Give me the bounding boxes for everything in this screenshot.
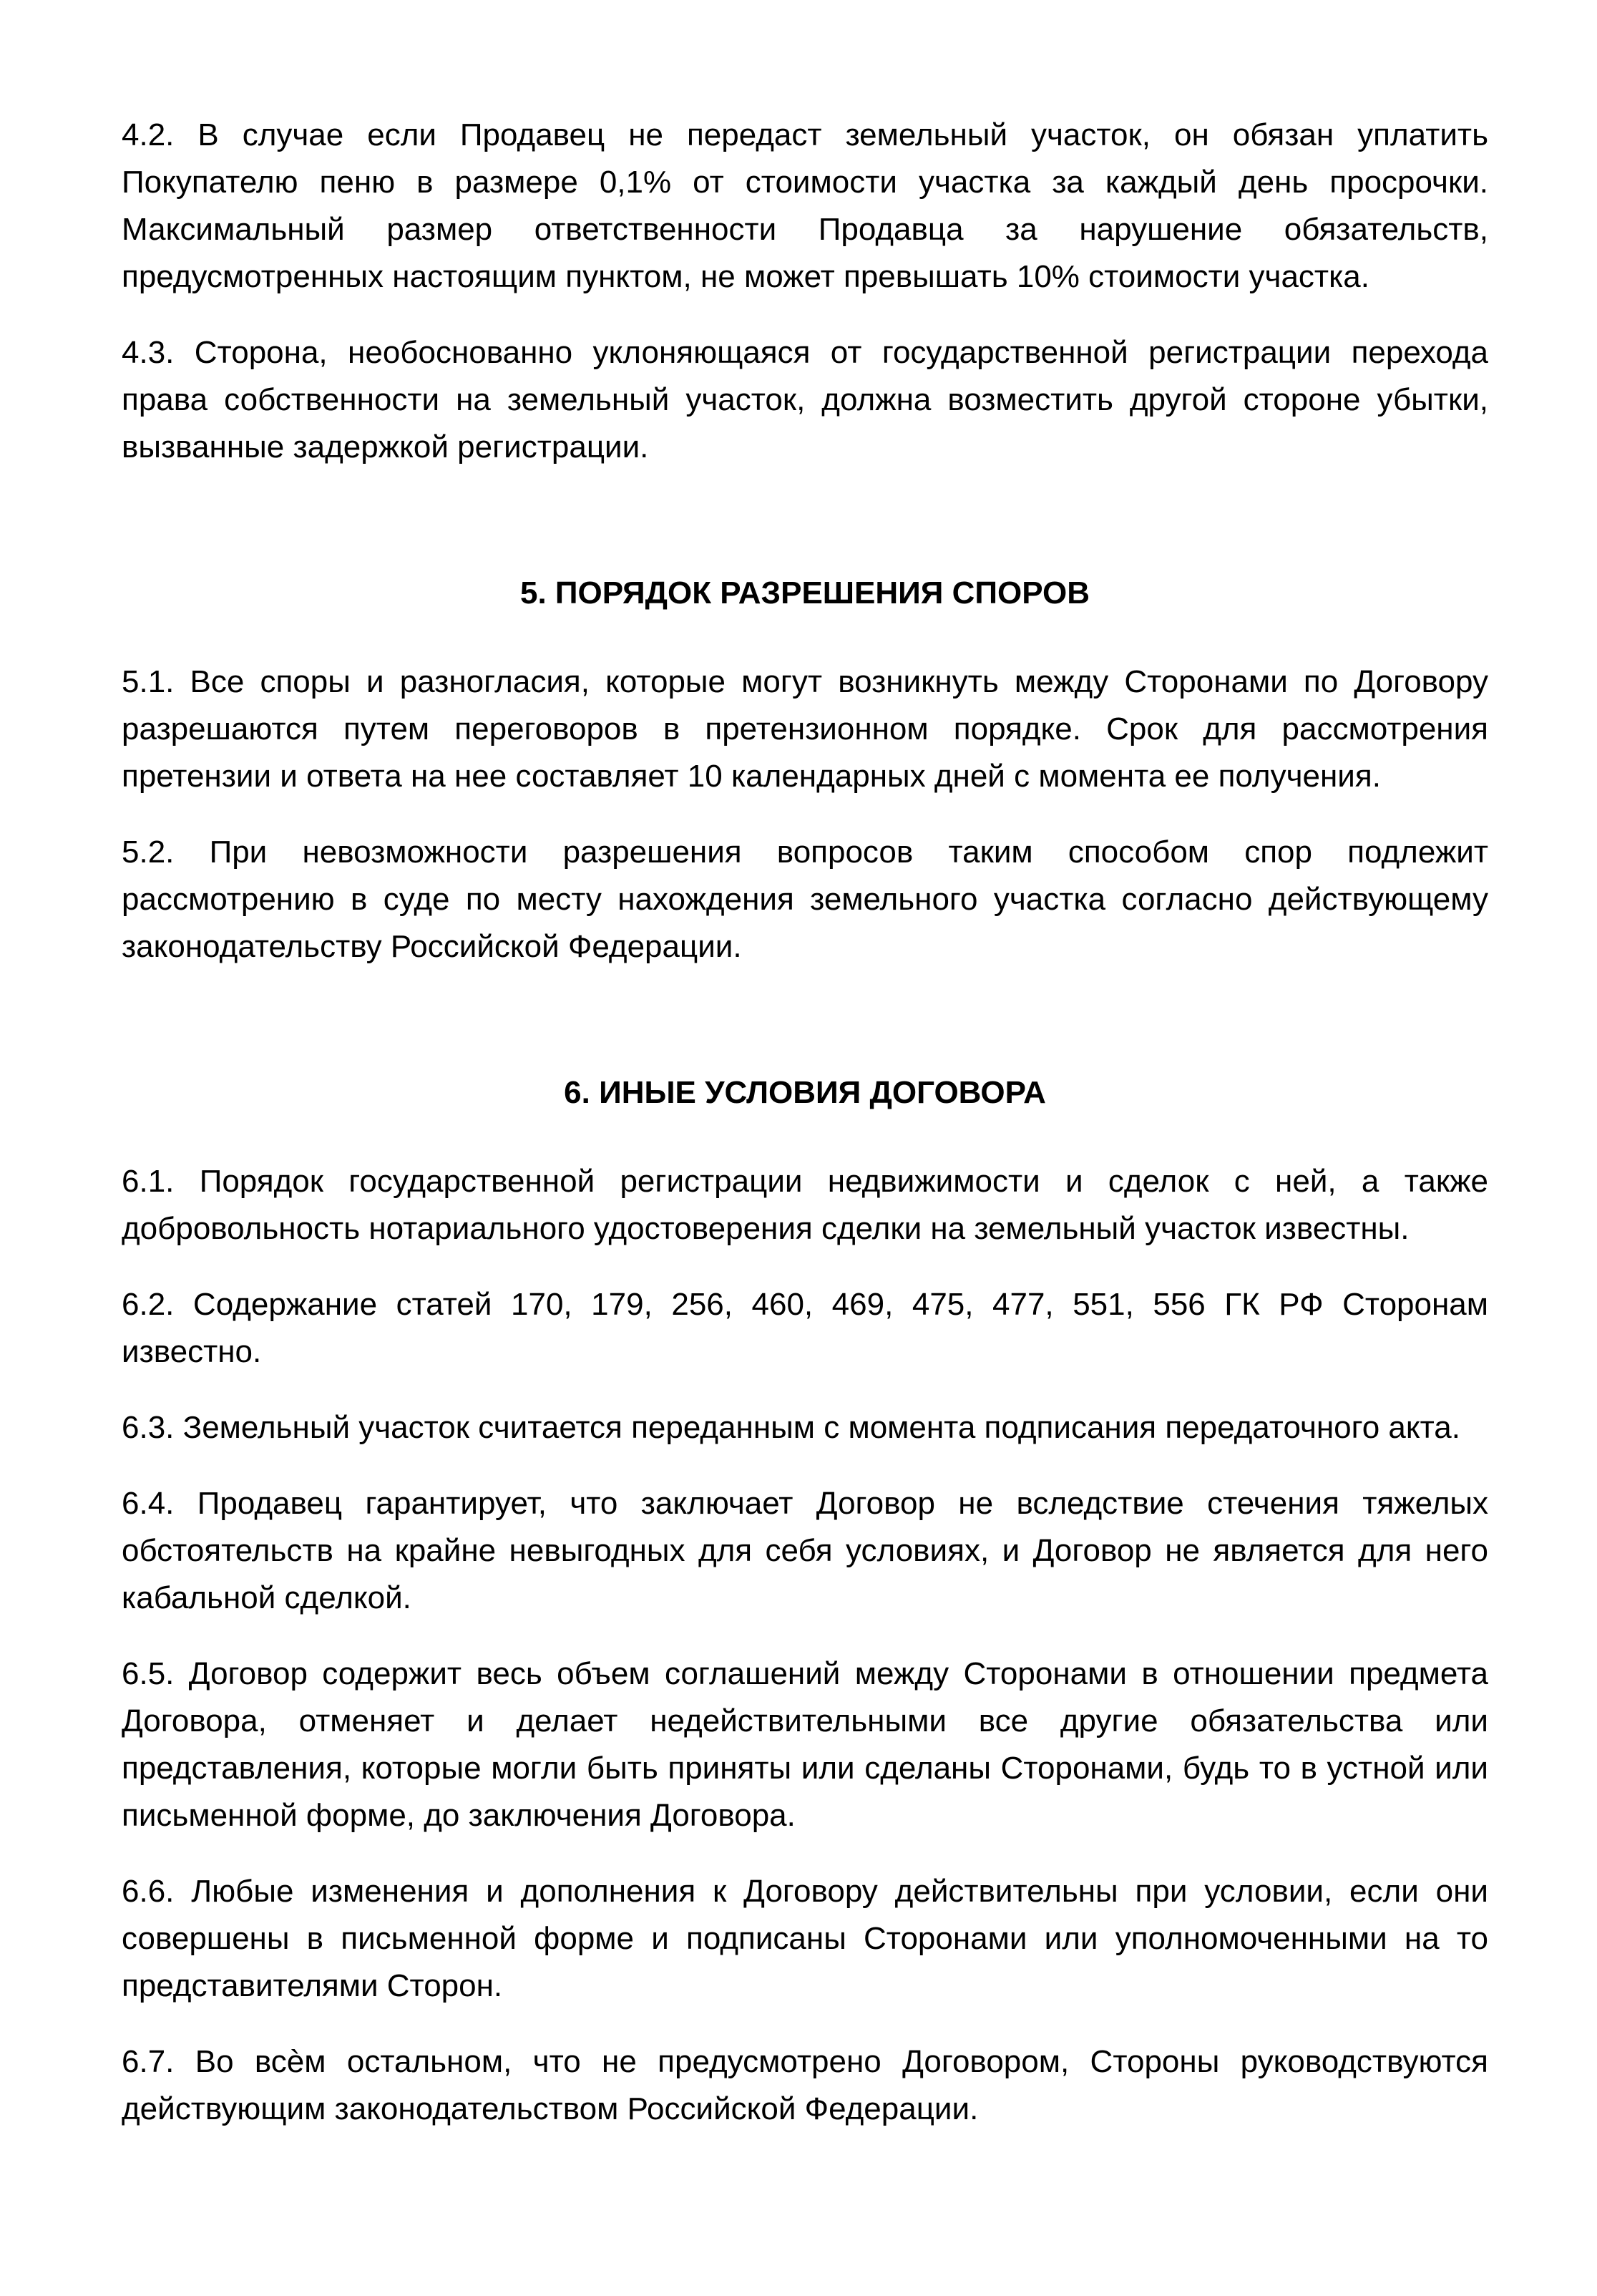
paragraph-5-2: 5.2. При невозможности разрешения вопросов таким способом спор подлежит рассмотрению в суде по месту нахождения земельного участка согласно действующему законодательству Российской Федерации. — [122, 835, 1488, 964]
paragraph-6-7: 6.7. Во всѐм остальном, что не предусмотрено Договором, Стороны руководствуются действующим законодательством Российской Федерации. — [122, 2044, 1488, 2126]
section-5-heading: 5. ПОРЯДОК РАЗРЕШЕНИЯ СПОРОВ — [519, 575, 1090, 611]
section-6-heading: 6. ИНЫЕ УСЛОВИЯ ДОГОВОРА — [564, 1075, 1046, 1110]
paragraph-6-5: 6.5. Договор содержит весь объем соглашений между Сторонами в отношении предмета Договора, отменяет и делает недействительными все другие обязательства или представления, которые могли быть приняты или сделаны Сторонами, будь то в устной или письменной форме, до заключения Договора. — [122, 1656, 1488, 1833]
paragraph-6-4: 6.4. Продавец гарантирует, что заключает Договор не вследствие стечения тяжелых обстоятельств на крайне невыгодных для себя условиях, и Договор не является для него кабальной сделкой. — [122, 1486, 1488, 1615]
paragraph-4-3: 4.3. Сторона, необоснованно уклоняющаяся от государственной регистрации перехода права собственности на земельный участок, должна возместить другой стороне убытки, вызванные задержкой регистрации. — [122, 335, 1488, 464]
paragraph-6-3: 6.3. Земельный участок считается переданным с момента подписания передаточного акта. — [122, 1410, 1460, 1445]
paragraph-4-2: 4.2. В случае если Продавец не передаст земельный участок, он обязан уплатить Покупателю пеню в размере 0,1% от стоимости участка за каждый день просрочки. Максимальный размер ответственности Продавца за нарушение обязательств, предусмотренных настоящим пунктом, не может превышать 10% стоимости участка. — [122, 117, 1488, 294]
paragraph-6-2: 6.2. Содержание статей 170, 179, 256, 460, 469, 475, 477, 551, 556 ГК РФ Сторонам известно. — [122, 1287, 1488, 1369]
paragraph-6-6: 6.6. Любые изменения и дополнения к Договору действительны при условии, если они совершены в письменной форме и подписаны Сторонами или уполномоченными на то представителями Сторон. — [122, 1874, 1488, 2003]
paragraph-6-1: 6.1. Порядок государственной регистрации недвижимости и сделок с ней, а также добровольность нотариального удостоверения сделки на земельный участок известны. — [122, 1164, 1488, 1246]
paragraph-5-1: 5.1. Все споры и разногласия, которые могут возникнуть между Сторонами по Договору разрешаются путем переговоров в претензионном порядке. Срок для рассмотрения претензии и ответа на нее составляет 10 календарных дней с момента ее получения. — [122, 664, 1488, 794]
